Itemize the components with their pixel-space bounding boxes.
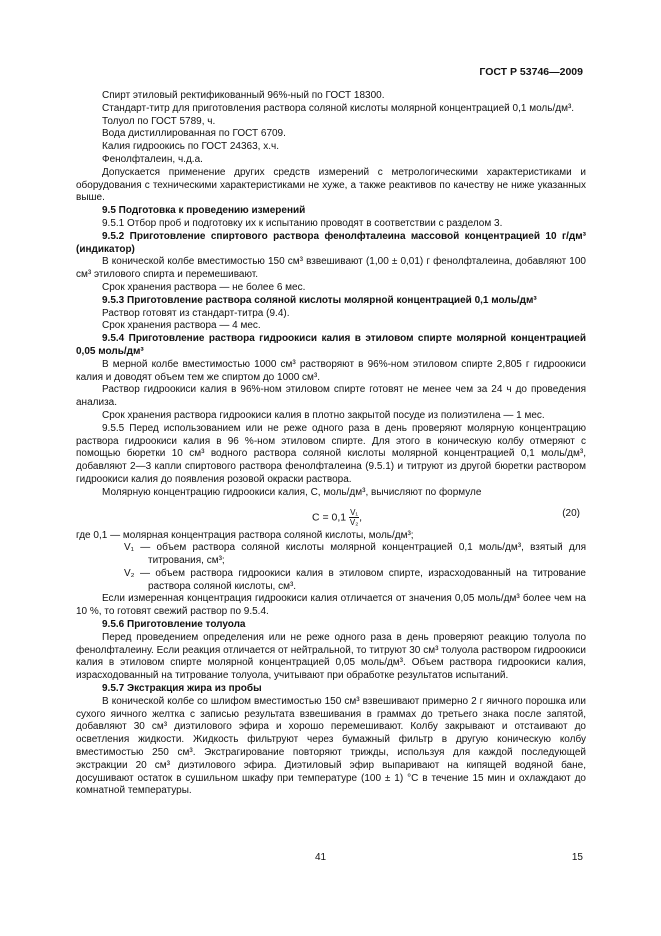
paragraph: В конической колбе со шлифом вместимостью 150 см³ взвешивают примерно 2 г яичного порошка или сухого яичного желтка с записью результата взвешивания в граммах до третьего знака после запятой, добавляют 30 см³ диэтилового эфира и хорошо перемешивают. Колбу закрывают и отстаивают до осветления жидкости. Жидкость фильтруют через бумажный фильтр в другую коническую колбу вместимостью 250 см³. Экстрагирование повторяют трижды, используя для каждой последующей экстракции 20 см³ диэтилового эфира. Диэтиловый эфир выпаривают на кипящей водяной бане, досушивают остаток в сушильном шкафу при температуре (100 ± 1) °С в течение 15 мин и охлаждают до комнатной температуры. [76, 695, 586, 797]
paragraph: Срок хранения раствора — 4 мес. [102, 320, 261, 332]
formula-denominator: V₂ [349, 517, 359, 527]
section-heading-9-5: 9.5 Подготовка к проведению измерений [102, 205, 306, 217]
where-0-1 [76, 530, 586, 543]
paragraph: Срок хранения раствора — не более 6 мес. [102, 281, 306, 293]
document-code: ГОСТ Р 53746—2009 [479, 66, 583, 78]
where-v1: V₁ — объем раствора соляной кислоты молярной концентрацией 0,1 моль/дм³, взятый для титрования, см³; [124, 542, 586, 567]
reagent-item: Вода дистиллированная по ГОСТ 6709. [102, 128, 286, 140]
where-prefix: где [76, 529, 91, 541]
document-body [76, 90, 586, 798]
formula-numerator: V₁ [350, 507, 359, 517]
paragraph: Если измеренная концентрация гидроокиси калия отличается от значения 0,05 моль/дм³ более чем на 10 %, то готовят свежий раствор по 9.5.4. [76, 593, 586, 618]
page-number-right: 15 [571, 852, 583, 863]
formula-lhs: C = 0,1 [312, 510, 347, 523]
allowance-paragraph: Допускается применение других средств измерений с метрологическими характеристиками и оборудования с техническими характеристиками не хуже, а также реактивов по качеству не ниже указанных выше. [76, 166, 586, 204]
reagent-item: Калия гидроокись по ГОСТ 24363, х.ч. [102, 141, 279, 153]
reagent-item: Фенолфталеин, ч.д.а. [102, 153, 203, 165]
formula-fraction [349, 508, 359, 527]
paragraph-9-5-1: 9.5.1 Отбор проб и подготовку их к испытанию проводят в соответствии с разделом 3. [102, 217, 503, 229]
heading-9-5-2: 9.5.2 Приготовление спиртового раствора фенолфталеина массовой концентрацией 10 г/дм³ (индикатор) [76, 230, 586, 255]
heading-9-5-3: 9.5.3 Приготовление раствора соляной кислоты молярной концентрацией 0,1 моль/дм³ [102, 294, 537, 306]
heading-9-5-7: 9.5.7 Экстракция жира из пробы [102, 683, 262, 695]
where-v2: V₂ — объем раствора гидроокиси калия в этиловом спирте, израсходованный на титрование раствора соляной кислоты, см³. [124, 567, 586, 592]
paragraph: В конической колбе вместимостью 150 см³ взвешивают (1,00 ± 0,01) г фенолфталеина, добавляют 100 см³ этилового спирта и перемешивают. [76, 256, 586, 281]
paragraph-9-5-5: 9.5.5 Перед использованием или не реже одного раза в день проверяют молярную концентрацию раствора гидроокиси калия в 96 %-ном этиловом спирте. Для этого в коническую колбу отмеряют с помощью бюретки 10 см³ водного раствора соляной кислоты молярной концентрацией 0,1 моль/дм³, добавляют 2—3 капли спиртового раствора фенолфталеина (9.5.1) и титруют из другой бюретки раствором гидроокиси калия до появления розовой окраски раствора. [76, 422, 586, 485]
where-text: 0,1 — молярная концентрация раствора соляной кислоты, моль/дм³; [93, 529, 414, 541]
reagent-item: Толуол по ГОСТ 5789, ч. [102, 115, 216, 127]
heading-9-5-6: 9.5.6 Приготовление толуола [102, 619, 246, 631]
paragraph: Раствор гидроокиси калия в 96%-ном этиловом спирте готовят не менее чем за 24 ч до проведения анализа. [76, 384, 586, 409]
heading-9-5-4: 9.5.4 Приготовление раствора гидроокиси калия в этиловом спирте молярной концентрацией 0,05 моль/дм³ [76, 333, 586, 357]
page-number-center: 41 [315, 852, 327, 863]
reagent-item: Спирт этиловый ректификованный 96%-ный по ГОСТ 18300. [102, 90, 385, 101]
formula-20 [76, 500, 586, 530]
paragraph: Перед проведением определения или не реже одного раза в день проверяют реакцию толуола по фенолфталеину. Если реакция отличается от нейтральной, то титруют 30 см³ толуола раствором гидроокиси калия в этиловом спирте молярной концентрацией 0,05 моль/дм³. Объем раствора гидроокиси калия, израсходованный на титрование толуола, учитывают при обработке результатов испытаний. [76, 631, 586, 682]
paragraph: Молярную концентрацию гидроокиси калия, C, моль/дм³, вычисляют по формуле [102, 486, 482, 498]
paragraph: Раствор готовят из стандарт-титра (9.4). [102, 307, 290, 319]
formula-expression: C = 0,1 $\frac{\text{V₁}}{\text{V₂}}$ , [312, 507, 363, 527]
paragraph: В мерной колбе вместимостью 1000 см³ растворяют в 96%-ном этиловом спирте 2,805 г гидроокиси калия и доводят объем тем же спиртом до 1000 см³. [76, 358, 586, 383]
paragraph: Срок хранения раствора гидроокиси калия в плотно закрытой посуде из полиэтилена — 1 мес. [102, 409, 545, 421]
reagent-item: Стандарт-титр для приготовления раствора соляной кислоты молярной концентрацией 0,1 моль/дм³. [102, 102, 575, 114]
formula-number: (20) [562, 507, 580, 519]
